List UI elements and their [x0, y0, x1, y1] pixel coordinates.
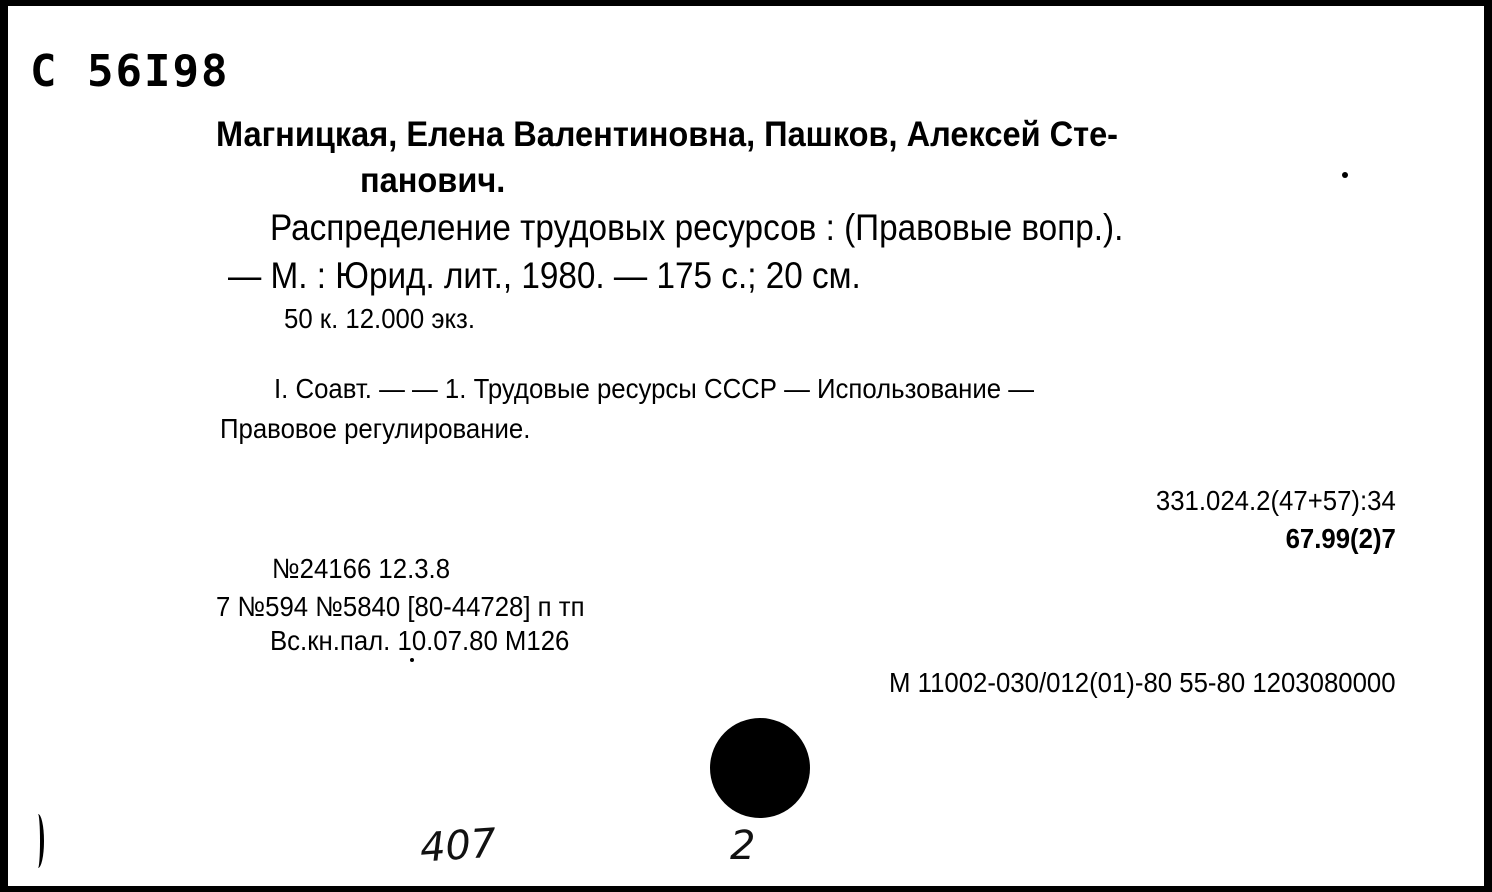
ink-dot-small [410, 658, 414, 662]
subjects-line-2: Правовое регулирование. [220, 413, 531, 444]
call-number: C 56I98 [30, 46, 230, 97]
subjects-line-1: I. Соавт. — — 1. Трудовые ресурсы СССР — Использование — [274, 373, 1035, 404]
price-copies: 50 к. 12.000 экз. [284, 303, 476, 334]
punch-hole [710, 718, 810, 818]
author-line-1: Магницкая, Елена Валентиновна, Пашков, Алексей Сте- [216, 115, 1119, 154]
handwritten-number: 407 [418, 820, 498, 872]
record-line-3: Вс.кн.пал. 10.07.80 М126 [270, 625, 570, 656]
catalog-card [6, 4, 1486, 888]
author-line-2: панович. [360, 161, 506, 200]
handwritten-mark: 2 [730, 823, 756, 869]
record-line-2: 7 №594 №5840 [80-44728] п тп [216, 591, 585, 622]
udc-code: 331.024.2(47+57):34 [1156, 485, 1396, 516]
record-line-4: М 11002-030/012(01)-80 55-80 1203080000 [889, 667, 1396, 698]
edge-bracket-mark [32, 814, 44, 868]
title-line-2: — М. : Юрид. лит., 1980. — 175 с.; 20 см. [228, 255, 861, 296]
bbk-code: 67.99(2)7 [1285, 523, 1396, 554]
ink-dot [1342, 172, 1348, 178]
record-line-1: №24166 12.3.8 [272, 553, 451, 584]
title-line-1: Распределение трудовых ресурсов : (Правовые вопр.). [270, 207, 1124, 248]
